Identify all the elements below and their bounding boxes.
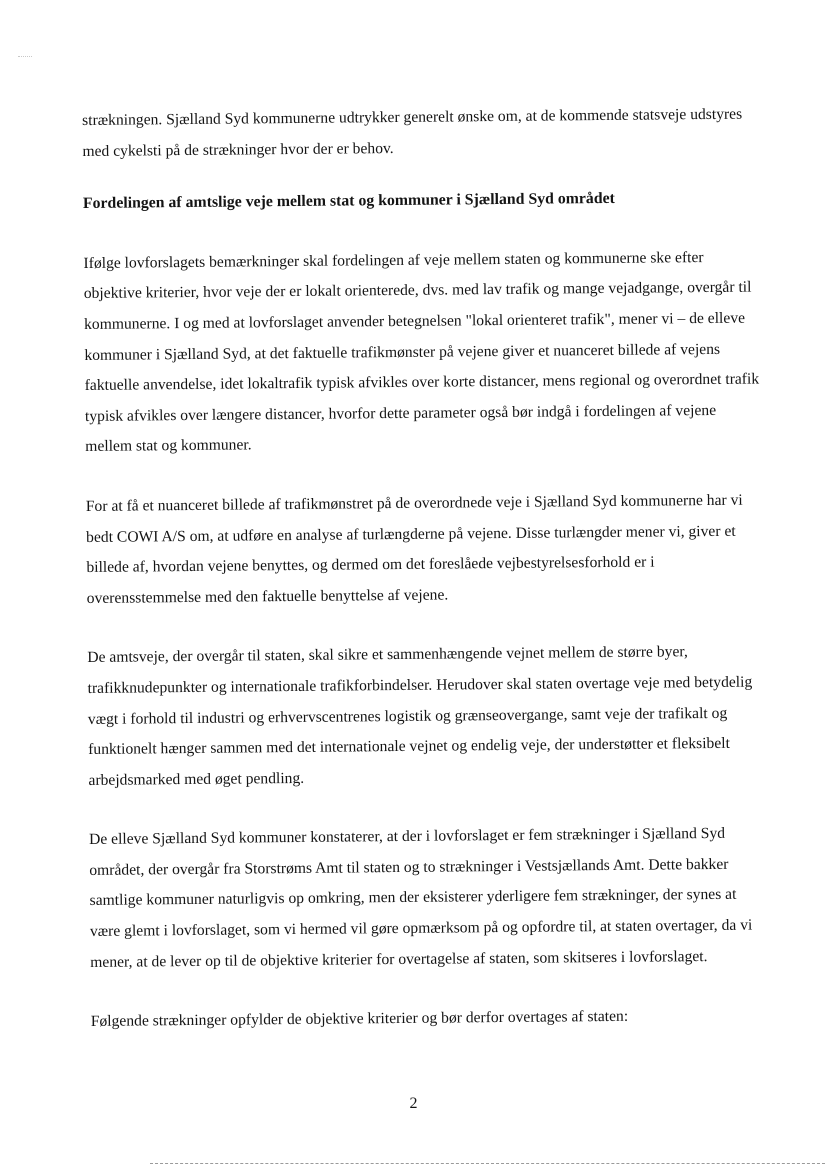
section-heading: Fordelingen af amtslige veje mellem stat og kommuner i Sjælland Syd området — [82, 190, 615, 213]
paragraph-municipalities: De elleve Sjælland Syd kommuner konstaterer, at der i lovforslaget er fem strækninger i Sjælland Syd området, der overgår fra Storstrøms Amt til staten og to strækninger i Vestsjællands Amt. Dette bakker samtlige kommuner naturligvis op omkring, men der eksisterer yderligere fem strækninger, der synes at være glemt i lovforslaget, som vi hermed vil gøre opmærksom på og opfordre til, at staten overtager, da vi mener, at de lever op til de objektive kriterier for overtagelse af staten, som skitseres i lovforslaget. — [88, 825, 753, 971]
paragraph-cowi-analysis: For at få et nuanceret billede af trafikmønstret på de overordnede veje i Sjælland Syd kommunerne har vi bedt COWI A/S om, at udføre en analyse af turlængderne på vejene. Disse turlængder mener vi, giver et billede af, hvordan vejene benyttes, og dermed om det foreslåede vejbestyrelsesforhold er i overensstemmelse med den faktuelle benyttelse af vejene. — [85, 491, 743, 607]
paragraph-state-roads: De amtsveje, der overgår til staten, skal sikre et sammenhængende vejnet mellem de større byer, trafikknudepunkter og internationale trafikforbindelser. Herudover skal staten overtage veje med betydelig vægt i forhold til industri og erhvervscentrenes logistik og grænseovergange, samt veje der trafikalt og funktionelt hænger sammen med det internationale vejnet og endelig veje, der understøtter et fleksibelt arbejdsmarked med øget pendling. — [87, 643, 753, 789]
paragraph-criteria: Ifølge lovforslagets bemærkninger skal fordelingen af veje mellem staten og kommunerne ske efter objektive kriterier, hvor veje der er lokalt orienterede, dvs. med lav trafik og mange vejadgange, overgår til kommunerne. I og med at lovforslaget anvender betegnelsen "lokal orienteret trafik", mener vi – de elleve kommuner i Sjælland Syd, at det faktuelle trafikmønster på vejene giver et nuanceret billede af vejens faktuelle anvendelse, idet lokaltrafik typisk afvikles over korte distancer, mens regional og overordnet trafik typisk afvikles over længere distancer, hvorfor dette parameter også bør indgå i fordelingen af vejene mellem stat og kommuner. — [83, 248, 760, 456]
page-number: 2 — [409, 1095, 418, 1112]
document-body — [82, 99, 771, 1037]
paragraph-following-stretches: Følgende strækninger opfylder de objektive kriterier og bør derfor overtages af staten: — [90, 1008, 629, 1031]
bottom-scan-line — [150, 1163, 827, 1164]
scan-artifact — [18, 56, 32, 65]
intro-paragraph: strækningen. Sjælland Syd kommunerne udtrykker generelt ønske om, at de kommende statsveje udstyres med cykelsti på de strækninger hvor der er behov. — [82, 105, 743, 160]
